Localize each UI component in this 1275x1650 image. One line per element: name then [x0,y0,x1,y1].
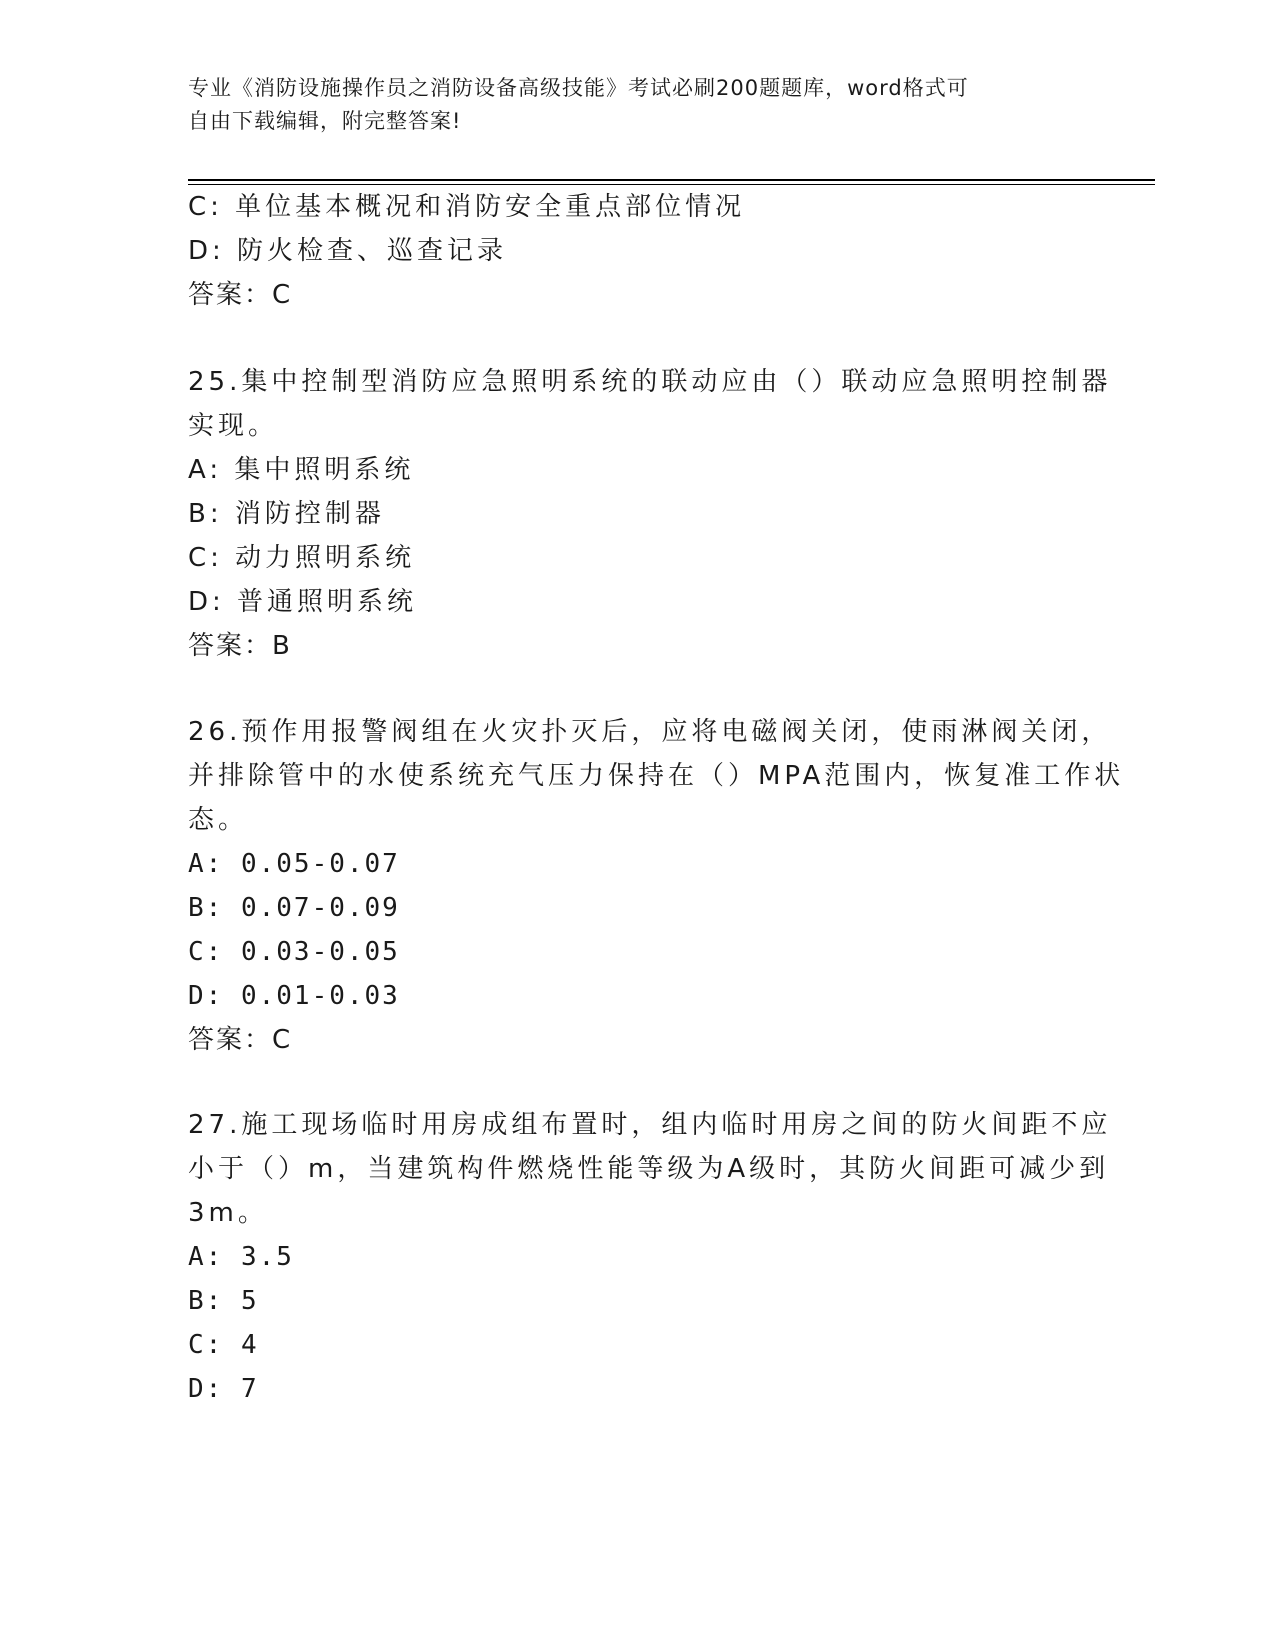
q26-option-b: B: 0.07-0.09 [188,893,400,923]
q26-stem-line-3: 态。 [188,805,249,835]
q25-option-a: A: 集中照明系统 [188,455,415,485]
document-header [188,72,1088,138]
header-divider-thin [188,184,1155,185]
q25-stem-line-2: 实现。 [188,411,279,441]
q27-option-d: D: 7 [188,1374,259,1404]
q26-option-a: A: 0.05-0.07 [188,849,400,879]
q25-option-b: B: 消防控制器 [188,499,385,529]
q27-stem-line-3: 3m。 [188,1198,268,1228]
q25-option-c: C: 动力照明系统 [188,543,416,573]
q27-stem-line-1: 27.施工现场临时用房成组布置时，组内临时用房之间的防火间距不应 [188,1110,1112,1140]
q26-answer: 答案：C [188,1025,293,1055]
header-line-1: 专业《消防设施操作员之消防设备高级技能》考试必刷200题题库，word格式可 [188,76,969,100]
q27-option-a: A: 3.5 [188,1242,294,1272]
q26-option-c: C: 0.03-0.05 [188,937,400,967]
header-divider-thick [188,179,1155,181]
q24-option-c: C: 单位基本概况和消防安全重点部位情况 [188,192,746,222]
q26-option-d: D: 0.01-0.03 [188,981,400,1011]
q26-stem-line-2: 并排除管中的水使系统充气压力保持在（）MPA范围内，恢复准工作状 [188,761,1125,791]
q25-stem-line-1: 25.集中控制型消防应急照明系统的联动应由（）联动应急照明控制器 [188,367,1112,397]
q24-answer: 答案：C [188,280,293,310]
q27-option-b: B: 5 [188,1286,259,1316]
q24-option-d: D: 防火检查、巡查记录 [188,236,508,266]
q25-option-d: D: 普通照明系统 [188,587,418,617]
q27-stem-line-2: 小于（）m，当建筑构件燃烧性能等级为A级时，其防火间距可减少到 [188,1154,1110,1184]
q27-option-c: C: 4 [188,1330,259,1360]
header-line-2: 自由下载编辑，附完整答案! [188,109,462,133]
q25-answer: 答案：B [188,631,292,661]
q26-stem-line-1: 26.预作用报警阀组在火灾扑灭后，应将电磁阀关闭，使雨淋阀关闭， [188,717,1112,747]
